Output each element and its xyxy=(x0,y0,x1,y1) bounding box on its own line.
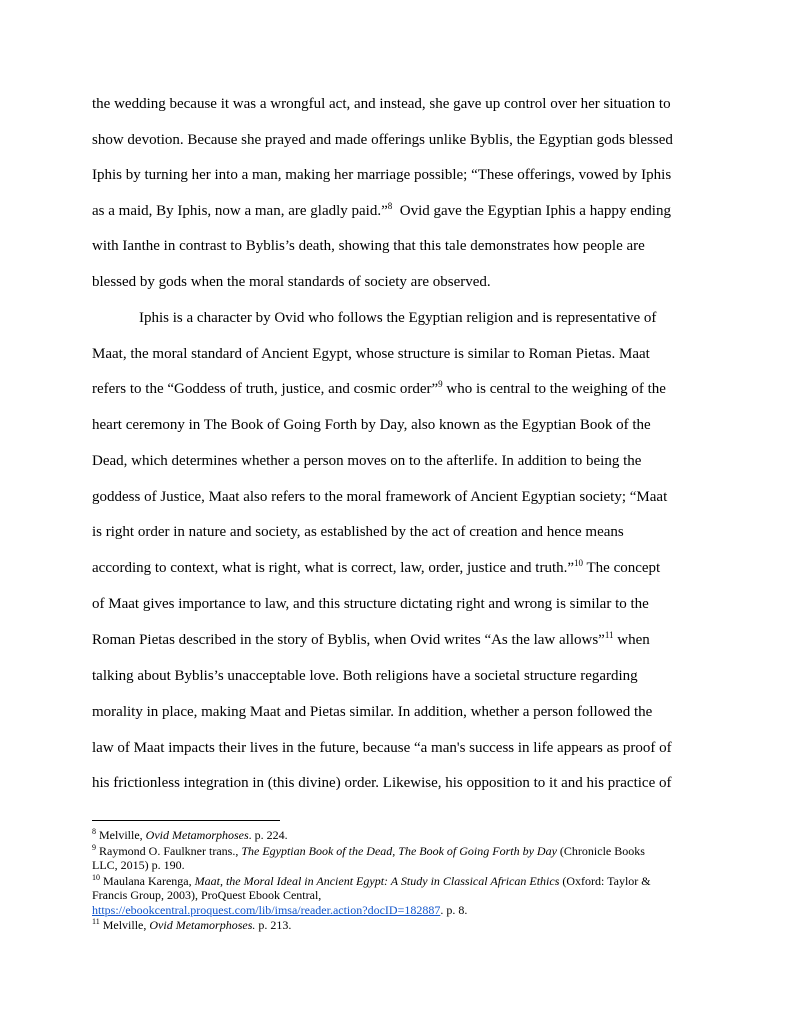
footnote-10-line-2: Francis Group, 2003), ProQuest Ebook Central, xyxy=(92,888,322,902)
footnote-9-line-2: LLC, 2015) p. 190. xyxy=(92,858,185,872)
body-line: is right order in nature and society, as established by the act of creation and hence means xyxy=(92,524,624,540)
body-text: according to context, what is right, what is correct, law, order, justice and truth.” xyxy=(92,560,575,576)
footnote-title: Maat, the Moral Ideal in Ancient Egypt: A Study in Classical African Ethics xyxy=(194,874,560,888)
body-line xyxy=(92,380,666,398)
body-line: heart ceremony in The Book of Going Forth by Day, also known as the Egyptian Book of the xyxy=(92,417,651,433)
body-line: blessed by gods when the moral standards of society are observed. xyxy=(92,274,491,290)
footnote-text: . p. 224. xyxy=(248,828,288,842)
footnote-9 xyxy=(92,845,645,859)
footnote-separator xyxy=(92,820,280,821)
body-line: with Ianthe in contrast to Byblis’s death, showing that this tale demonstrates how people are xyxy=(92,238,645,254)
footnote-number: 8 xyxy=(92,827,96,836)
body-line: law of Maat impacts their lives in the future, because “a man's success in life appears as proof of xyxy=(92,740,672,756)
footnote-url-link[interactable]: https://ebookcentral.proquest.com/lib/imsa/reader.action?docID=182887 xyxy=(92,903,441,917)
footnote-10 xyxy=(92,875,651,889)
body-line: goddess of Justice, Maat also refers to the moral framework of Ancient Egyptian society; “Maat xyxy=(92,489,668,505)
footnote-ref: 8 xyxy=(387,201,393,211)
footnote-text: (Oxford: Taylor & xyxy=(559,874,651,888)
body-line: his frictionless integration in (this divine) order. Likewise, his opposition to it and his practice of xyxy=(92,775,672,791)
body-line: Maat, the moral standard of Ancient Egypt, whose structure is similar to Roman Pietas. Maat xyxy=(92,346,650,362)
body-text: Roman Pietas described in the story of Byblis, when Ovid writes “As the law allows” xyxy=(92,632,605,648)
footnote-ref: 10 xyxy=(574,558,584,568)
body-line: of Maat gives importance to law, and this structure dictating right and wrong is similar to the xyxy=(92,596,649,612)
body-line xyxy=(92,202,671,220)
footnote-text: Melville, xyxy=(96,828,146,842)
footnote-text: (Chronicle Books xyxy=(556,844,645,858)
footnote-10-line-3 xyxy=(92,904,467,918)
body-text: Ovid gave the Egyptian Iphis a happy ending xyxy=(392,203,671,219)
footnote-title: Ovid Metamorphoses xyxy=(145,828,249,842)
body-text: who is central to the weighing of the xyxy=(442,381,666,397)
body-line: the wedding because it was a wrongful act, and instead, she gave up control over her situation to xyxy=(92,96,671,112)
footnote-text: Raymond O. Faulkner trans., xyxy=(96,844,242,858)
footnote-title: The Egyptian Book of the Dead, The Book of Going Forth by Day xyxy=(241,844,557,858)
footnote-8 xyxy=(92,829,288,843)
footnote-text: Maulana Karenga, xyxy=(100,874,195,888)
footnote-text: . p. 8. xyxy=(440,903,468,917)
body-text: when xyxy=(613,632,650,648)
body-line-paragraph-start: Iphis is a character by Ovid who follows the Egyptian religion and is representative of xyxy=(139,310,657,326)
body-line: morality in place, making Maat and Pietas similar. In addition, whether a person followed the xyxy=(92,704,653,720)
body-line xyxy=(92,559,660,577)
body-text: The concept xyxy=(583,560,661,576)
body-line: show devotion. Because she prayed and made offerings unlike Byblis, the Egyptian gods blessed xyxy=(92,132,673,148)
body-line: talking about Byblis’s unacceptable love. Both religions have a societal structure regarding xyxy=(92,668,638,684)
body-line: Iphis by turning her into a man, making her marriage possible; “These offerings, vowed by Iphis xyxy=(92,167,672,183)
body-text: as a maid, By Iphis, now a man, are gladly paid.” xyxy=(92,203,388,219)
body-line xyxy=(92,631,650,649)
footnote-text: Melville, xyxy=(99,918,150,932)
footnote-ref: 11 xyxy=(604,630,614,640)
footnote-number: 9 xyxy=(92,843,96,852)
footnote-ref: 9 xyxy=(438,379,443,389)
body-text: refers to the “Goddess of truth, justice, and cosmic order” xyxy=(92,381,439,397)
body-line: Dead, which determines whether a person moves on to the afterlife. In addition to being the xyxy=(92,453,642,469)
footnote-11 xyxy=(92,919,291,933)
footnote-number: 11 xyxy=(92,917,100,926)
footnote-number: 10 xyxy=(92,873,100,882)
footnote-title: Ovid Metamorphoses. xyxy=(149,918,256,932)
footnote-text: p. 213. xyxy=(255,918,292,932)
